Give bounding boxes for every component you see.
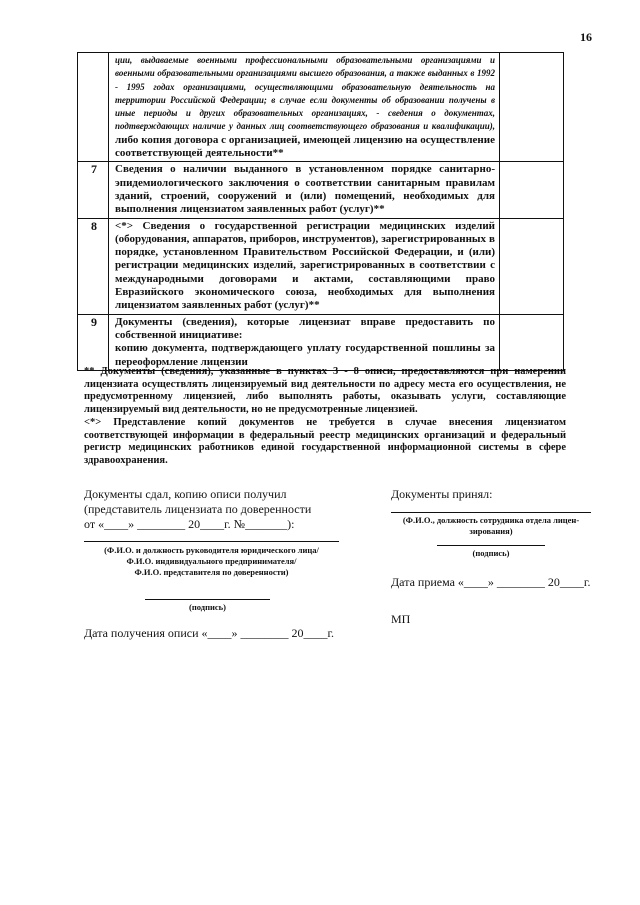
receiver-name-caption — [391, 515, 591, 537]
receiver-title: Документы принял: — [391, 487, 493, 501]
footnote-star: <*> Представление копий документов не требуется в случае внесения лицензиатом соответствующей информации в федеральный реестр медицинских организаций и федеральный регистр медицинских работников единой государственной информационной системы в сфере здравоохранения. — [84, 416, 566, 466]
receiver-block — [391, 487, 591, 502]
row-number: 8 — [78, 218, 109, 314]
submitter-caption-2: Ф.И.О. индивидуального предпринимателя/ — [126, 556, 297, 566]
mark-cell — [500, 53, 564, 162]
table-row — [78, 53, 564, 162]
submitter-block — [84, 487, 334, 532]
page-number: 16 — [580, 30, 592, 44]
receiver-signature-caption: (подпись) — [472, 548, 510, 558]
row-6-content — [109, 53, 500, 162]
row-text-secondary: копию документа, подтверждающего уплату государственной пошлины за переоформление лицензии — [115, 342, 495, 368]
mark-cell — [500, 218, 564, 314]
row-text: Сведения о наличии выданного в установленном порядке санитарно-эпидемиологического заключения о соответствии санитарным правилам зданий, строений, сооружений и (или) помещений, необходимых для выполнения лицензиатом заявленных работ (услуг)** — [109, 162, 500, 218]
stamp-mark: МП — [391, 612, 411, 626]
submitter-name-line — [84, 541, 339, 542]
receiver-signature-line — [437, 545, 545, 546]
table-row — [78, 218, 564, 314]
acceptance-date-line: Дата приема «____» ________ 20____г. — [391, 575, 591, 589]
row-6-text: либо копия договора с организацией, имеющей лицензию на осуществление соответствующей деятельности** — [115, 133, 495, 160]
row-number-cell — [78, 53, 109, 162]
row-text: <*> Сведения о государственной регистрации медицинских изделий (оборудования, аппаратов, приборов, инструментов), зарегистрированных в порядке, установленном Правительством Российской Федерации, и (или) регистрации медицинских изделий, зарегистрированных в соответствии с международными договорами и актами, составляющими право Евразийского экономического союза, необходимых для выполнения лицензиатом заявленных работ (услуг)** — [109, 218, 500, 314]
table-row — [78, 314, 564, 370]
submitter-caption-1: (Ф.И.О. и должность руководителя юридического лица/ — [104, 545, 319, 555]
row-number: 9 — [78, 314, 109, 370]
submitter-line-2: (представитель лицензиата по доверенности — [84, 502, 312, 516]
footnote-double-star: ** Документы (сведения), указанные в пунктах 3 - 8 описи, предоставляются при намерении лицензиата осуществлять лицензируемый вид деятельности по адресу места его осуществления, не предусмотренному лицензией, либо выполнять работы, оказывать услуги, составляющие лицензируемый вид деятельности, но не предусмотренные лицензией. — [84, 366, 566, 416]
mark-cell — [500, 162, 564, 218]
row-text-block — [109, 314, 500, 370]
submitter-signature-caption: (подпись) — [189, 602, 226, 612]
submitter-name-caption — [84, 545, 339, 578]
receiver-name-line — [391, 512, 591, 513]
submitter-line-3: от «____» ________ 20____г. №_______): — [84, 517, 295, 531]
receiver-caption-1: (Ф.И.О., должность сотрудника отдела лицен- — [402, 515, 580, 525]
row-6-small-text: ции, выдаваемые военными профессиональными образовательными организациями и военными образовательными организациями высшего образования, а также выданных в 1992 - 1995 годах организациями, осуществляющими образовательную деятельность на территории Российской Федерации; в случае если документы об образовании получены в иные периоды и других образовательных организациях, - сведения о документах, подтверждающих наличие у данных лиц соответствующего образования и квалификации), — [115, 55, 495, 132]
receiver-caption-2: зирования) — [469, 526, 513, 536]
table-row — [78, 162, 564, 218]
row-text: Документы (сведения), которые лицензиат вправе предоставить по собственной инициативе: — [115, 315, 495, 341]
receipt-date-line: Дата получения описи «____» ________ 20____г. — [84, 626, 335, 640]
submitter-line-1: Документы сдал, копию описи получил — [84, 487, 287, 501]
submitter-signature-line — [145, 599, 270, 600]
submitter-caption-3: Ф.И.О. представителя по доверенности) — [134, 567, 289, 577]
footnotes — [84, 366, 566, 468]
mark-cell — [500, 314, 564, 370]
inventory-table — [77, 52, 564, 371]
row-number: 7 — [78, 162, 109, 218]
